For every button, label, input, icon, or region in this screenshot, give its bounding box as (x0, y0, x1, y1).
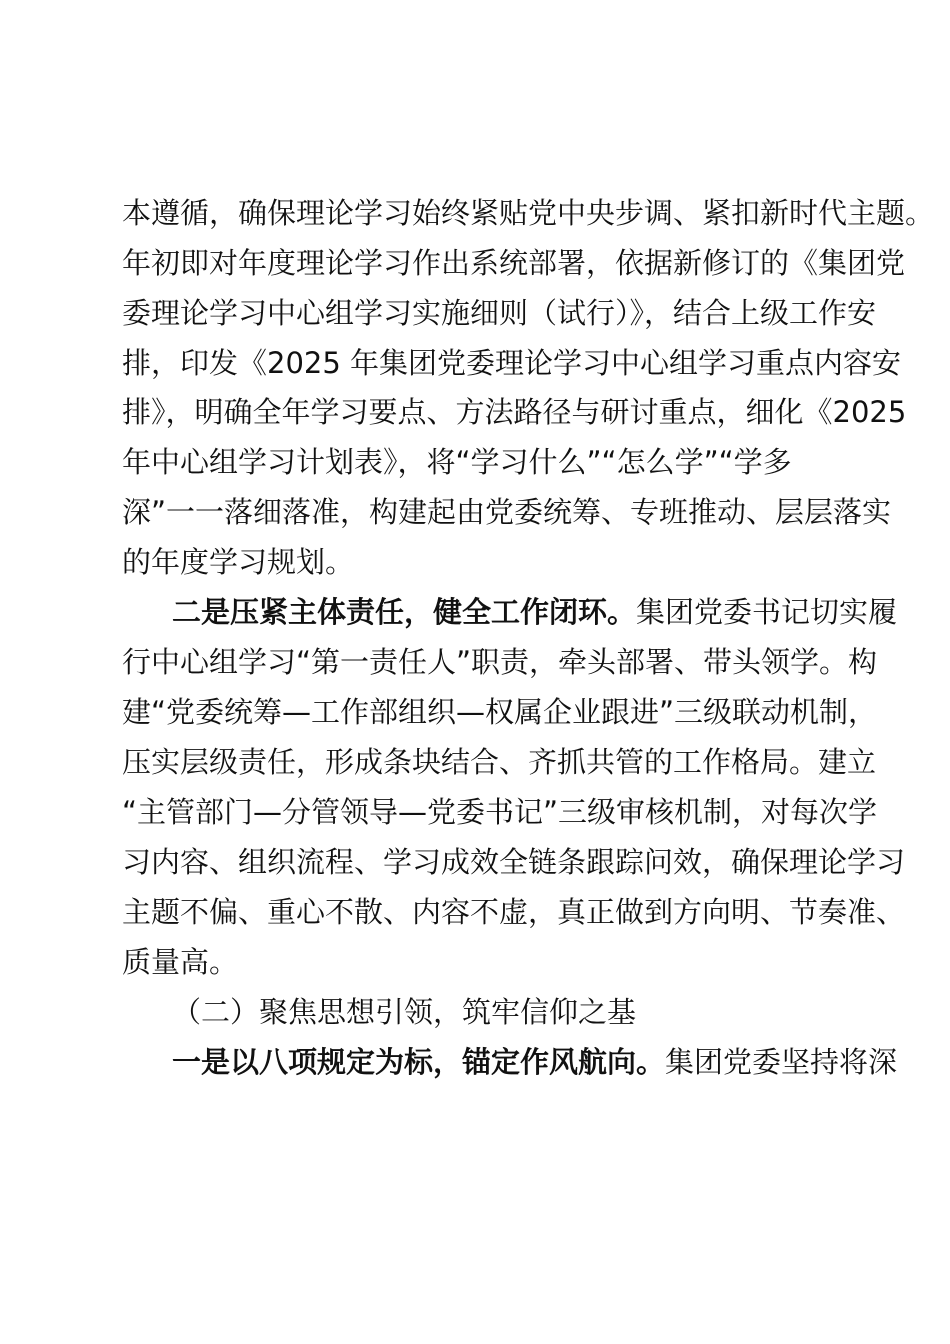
line-text: 主题不偏、重心不散、内容不虚，真正做到方向明、节奏准、 (122, 895, 906, 929)
body-line-14 (122, 844, 905, 880)
body-line-1 (122, 195, 934, 231)
paragraph-2-line-1 (172, 594, 897, 630)
body-line-7 (122, 494, 891, 530)
line-text: 建“党委统筹—工作部组织—权属企业跟进”三级联动机制， (122, 695, 878, 729)
line-text: 委理论学习中心组学习实施细则（试行）》，结合上级工作安 (122, 296, 877, 330)
body-line-15 (122, 894, 905, 930)
line-text: 排》，明确全年学习要点、方法路径与研讨重点，细化《2025 (122, 395, 907, 429)
line-text: “主管部门—分管领导—党委书记”三级审核机制，对每次学 (122, 795, 878, 829)
body-line-4 (122, 345, 901, 381)
section-heading-text: （二）聚焦思想引领，筑牢信仰之基 (172, 995, 637, 1029)
body-line-11 (122, 694, 877, 730)
body-line-6 (122, 444, 792, 480)
body-line-8 (122, 544, 354, 580)
line-text: 集团党委书记切实履 (636, 595, 898, 629)
body-line-5 (122, 394, 906, 430)
line-text: 行中心组学习“第一责任人”职责，牵头部署、带头领学。构 (122, 645, 878, 679)
line-text: 质量高。 (122, 945, 239, 979)
paragraph-3-line-1 (172, 1044, 897, 1080)
body-line-16 (122, 944, 238, 980)
line-text: 本遵循，确保理论学习始终紧贴党中央步调、紧扣新时代主题。 (122, 196, 935, 230)
section-heading (172, 994, 636, 1030)
line-text: 排，印发《2025 年集团党委理论学习中心组学习重点内容安 (122, 346, 902, 380)
line-text: 年中心组学习计划表》，将“学习什么”“怎么学”“学多 (122, 445, 792, 479)
body-line-12 (122, 744, 876, 780)
paragraph-heading: 一是以八项规定为标，锚定作风航向。 (172, 1045, 666, 1079)
line-text: 年初即对年度理论学习作出系统部署，依据新修订的《集团党 (122, 246, 906, 280)
body-line-10 (122, 644, 877, 680)
line-text: 集团党委坚持将深 (665, 1045, 898, 1079)
line-text: 深”一一落细落准，构建起由党委统筹、专班推动、层层落实 (122, 495, 892, 529)
line-text: 的年度学习规划。 (122, 545, 355, 579)
body-line-13 (122, 794, 877, 830)
body-line-2 (122, 245, 905, 281)
paragraph-heading: 二是压紧主体责任，健全工作闭环。 (172, 595, 637, 629)
line-text: 习内容、组织流程、学习成效全链条跟踪问效，确保理论学习 (122, 845, 906, 879)
body-line-3 (122, 295, 876, 331)
line-text: 压实层级责任，形成条块结合、齐抓共管的工作格局。建立 (122, 745, 877, 779)
